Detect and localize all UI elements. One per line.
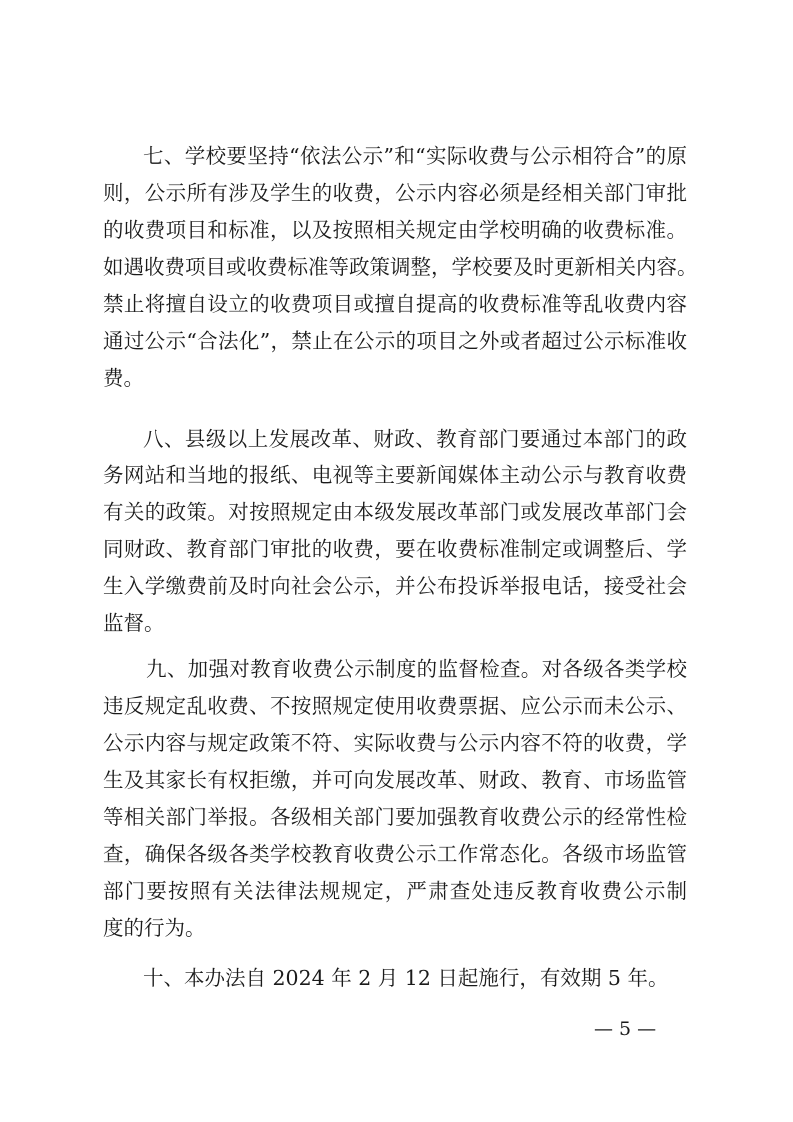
paragraph-line: 九、加强对教育收费公示制度的监督检查。对各级各类学校: [146, 657, 687, 681]
paragraph-line: 等相关部门举报。各级相关部门要加强教育收费公示的经常性检: [103, 805, 687, 829]
paragraph-line: 通过公示“合法化”，禁止在公示的项目之外或者超过公示标准收: [103, 329, 687, 353]
paragraph-line: 禁止将擅自设立的收费项目或擅自提高的收费标准等乱收费内容: [103, 292, 687, 316]
paragraph-line: 公示内容与规定政策不符、实际收费与公示内容不符的收费，学: [103, 731, 687, 755]
paragraph-line: 八、县级以上发展改革、财政、教育部门要通过本部门的政: [143, 427, 687, 451]
paragraph-line: 七、学校要坚持“依法公示”和“实际收费与公示相符合”的原: [143, 144, 687, 168]
paragraph-line: 生入学缴费前及时向社会公示，并公布投诉举报电话，接受社会: [103, 574, 687, 598]
paragraph-line: 的收费项目和标准，以及按照相关规定由学校明确的收费标准。: [103, 218, 687, 242]
paragraph-line: 如遇收费项目或收费标准等政策调整，学校要及时更新相关内容。: [103, 255, 698, 279]
paragraph-line: 同财政、教育部门审批的收费，要在收费标准制定或调整后、学: [103, 537, 687, 561]
paragraph-line: 十、本办法自 2024 年 2 月 12 日起施行，有效期 5 年。: [143, 966, 669, 990]
paragraph-line: 度的行为。: [103, 916, 206, 940]
paragraph-line: 则，公示所有涉及学生的收费，公示内容必须是经相关部门审批: [103, 181, 687, 205]
paragraph-line: 生及其家长有权拒缴，并可向发展改革、财政、教育、市场监管: [103, 768, 687, 792]
paragraph-line: 部门要按照有关法律法规规定，严肃查处违反教育收费公示制: [103, 879, 687, 903]
page-number: — 5 —: [594, 1018, 657, 1040]
paragraph-line: 有关的政策。对按照规定由本级发展改革部门或发展改革部门会: [103, 500, 687, 524]
paragraph-line: 监督。: [103, 611, 165, 635]
paragraph-line: 务网站和当地的报纸、电视等主要新闻媒体主动公示与教育收费: [103, 463, 687, 487]
paragraph-line: 违反规定乱收费、不按照规定使用收费票据、应公示而未公示、: [103, 694, 687, 718]
paragraph-line: 费。: [103, 366, 144, 390]
paragraph-line: 查，确保各级各类学校教育收费公示工作常态化。各级市场监管: [103, 842, 687, 866]
